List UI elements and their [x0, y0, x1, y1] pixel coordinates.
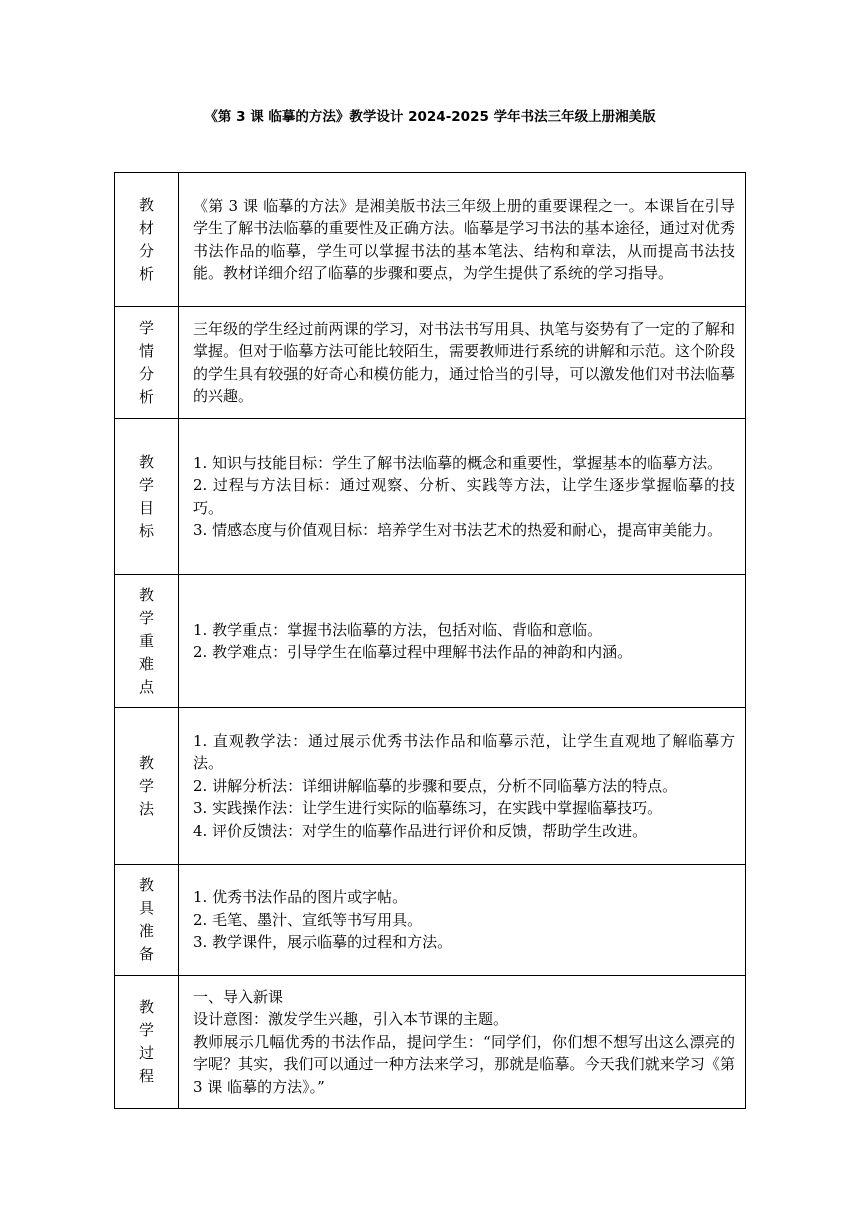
content-paragraph: 2. 过程与方法目标：通过观察、分析、实践等方法，让学生逐步掌握临摹的技巧。 — [193, 476, 735, 517]
row-label: 学情分析 — [138, 318, 154, 406]
content-paragraph: 2. 教学难点：引导学生在临摹过程中理解书法作品的神韵和内涵。 — [193, 643, 633, 661]
row-content-cell — [179, 419, 746, 575]
content-paragraph: 1. 教学重点：掌握书法临摹的方法，包括对临、背临和意临。 — [193, 620, 603, 639]
row-label-cell — [115, 865, 179, 976]
content-paragraph: 《第 3 课 临摹的方法》是湘美版书法三年级上册的重要课程之一。本课旨在引导学生了解书法临摹的重要性及正确方法。临摹是学习书法的基本途径，通过对优秀书法作品的临摹，学生可以掌握书法的基本笔法、结构和章法，从而提高书法技能。教材详细介绍了临摹的步骤和要点，为学生提供了系统的学习指导。 — [193, 196, 735, 282]
row-label-cell — [115, 976, 179, 1109]
document-title: 《第 3 课 临摹的方法》教学设计 2024-2025 学年书法三年级上册湘美版 — [204, 109, 656, 125]
row-content-cell — [179, 575, 746, 708]
row-content-cell — [179, 976, 746, 1109]
row-content-cell — [179, 708, 746, 865]
content-paragraph: 3. 情感态度与价值观目标：培养学生对书法艺术的热爱和耐心，提高审美能力。 — [193, 521, 723, 539]
table-row — [115, 575, 746, 708]
content-paragraph: 1. 知识与技能目标：学生了解书法临摹的概念和重要性，掌握基本的临摹方法。 — [193, 453, 723, 472]
row-label-cell — [115, 173, 179, 307]
content-paragraph: 1. 直观教学法：通过展示优秀书法作品和临摹示范，让学生直观地了解临摹方法。 — [193, 731, 735, 773]
row-label-cell — [115, 419, 179, 575]
row-label: 教具准备 — [138, 876, 154, 963]
row-label: 教材分析 — [138, 195, 154, 283]
content-paragraph: 设计意图：激发学生兴趣，引入本节课的主题。 — [193, 1010, 509, 1029]
table-row — [115, 419, 746, 575]
table-row — [115, 173, 746, 307]
content-paragraph: 3. 实践操作法：让学生进行实际的临摹练习，在实践中掌握临摹技巧。 — [193, 799, 663, 818]
row-label: 教学目标 — [138, 452, 154, 540]
row-label-cell — [115, 307, 179, 419]
row-label: 教学重难点 — [138, 585, 154, 696]
content-paragraph: 教师展示几幅优秀的书法作品，提问学生：“同学们，你们想不想写出这么漂亮的字呢？其实，我们可以通过一种方法来学习，那就是临摹。今天我们就来学习《第 3 课 临摹的方法》。” — [193, 1032, 735, 1096]
row-content-cell — [179, 173, 746, 307]
row-label-cell — [115, 575, 179, 708]
row-label-cell — [115, 708, 179, 865]
content-paragraph: 三年级的学生经过前两课的学习，对书法书写用具、执笔与姿势有了一定的了解和掌握。但对于临摹方法可能比较陌生，需要教师进行系统的讲解和示范。这个阶段的学生具有较强的好奇心和模仿能力，通过恰当的引导，可以激发他们对书法临摹的兴趣。 — [193, 319, 735, 405]
table-row — [115, 865, 746, 976]
row-label: 教学法 — [138, 753, 154, 818]
content-paragraph: 2. 讲解分析法：详细讲解临摹的步骤和要点，分析不同临摹方法的特点。 — [193, 776, 678, 795]
row-label: 教学过程 — [138, 998, 154, 1085]
table-row — [115, 708, 746, 865]
content-paragraph: 3. 教学课件，展示临摹的过程和方法。 — [193, 933, 453, 952]
content-paragraph: 一、导入新课 — [193, 987, 284, 1006]
row-content-cell — [179, 865, 746, 976]
content-paragraph: 1. 优秀书法作品的图片或字帖。 — [193, 888, 408, 907]
content-paragraph: 4. 评价反馈法：对学生的临摹作品进行评价和反馈，帮助学生改进。 — [193, 821, 648, 840]
table-row — [115, 307, 746, 419]
content-paragraph: 2. 毛笔、墨汁、宣纸等书写用具。 — [193, 910, 423, 929]
lesson-plan-table — [114, 172, 746, 1109]
row-content-cell — [179, 307, 746, 419]
table-row — [115, 976, 746, 1109]
